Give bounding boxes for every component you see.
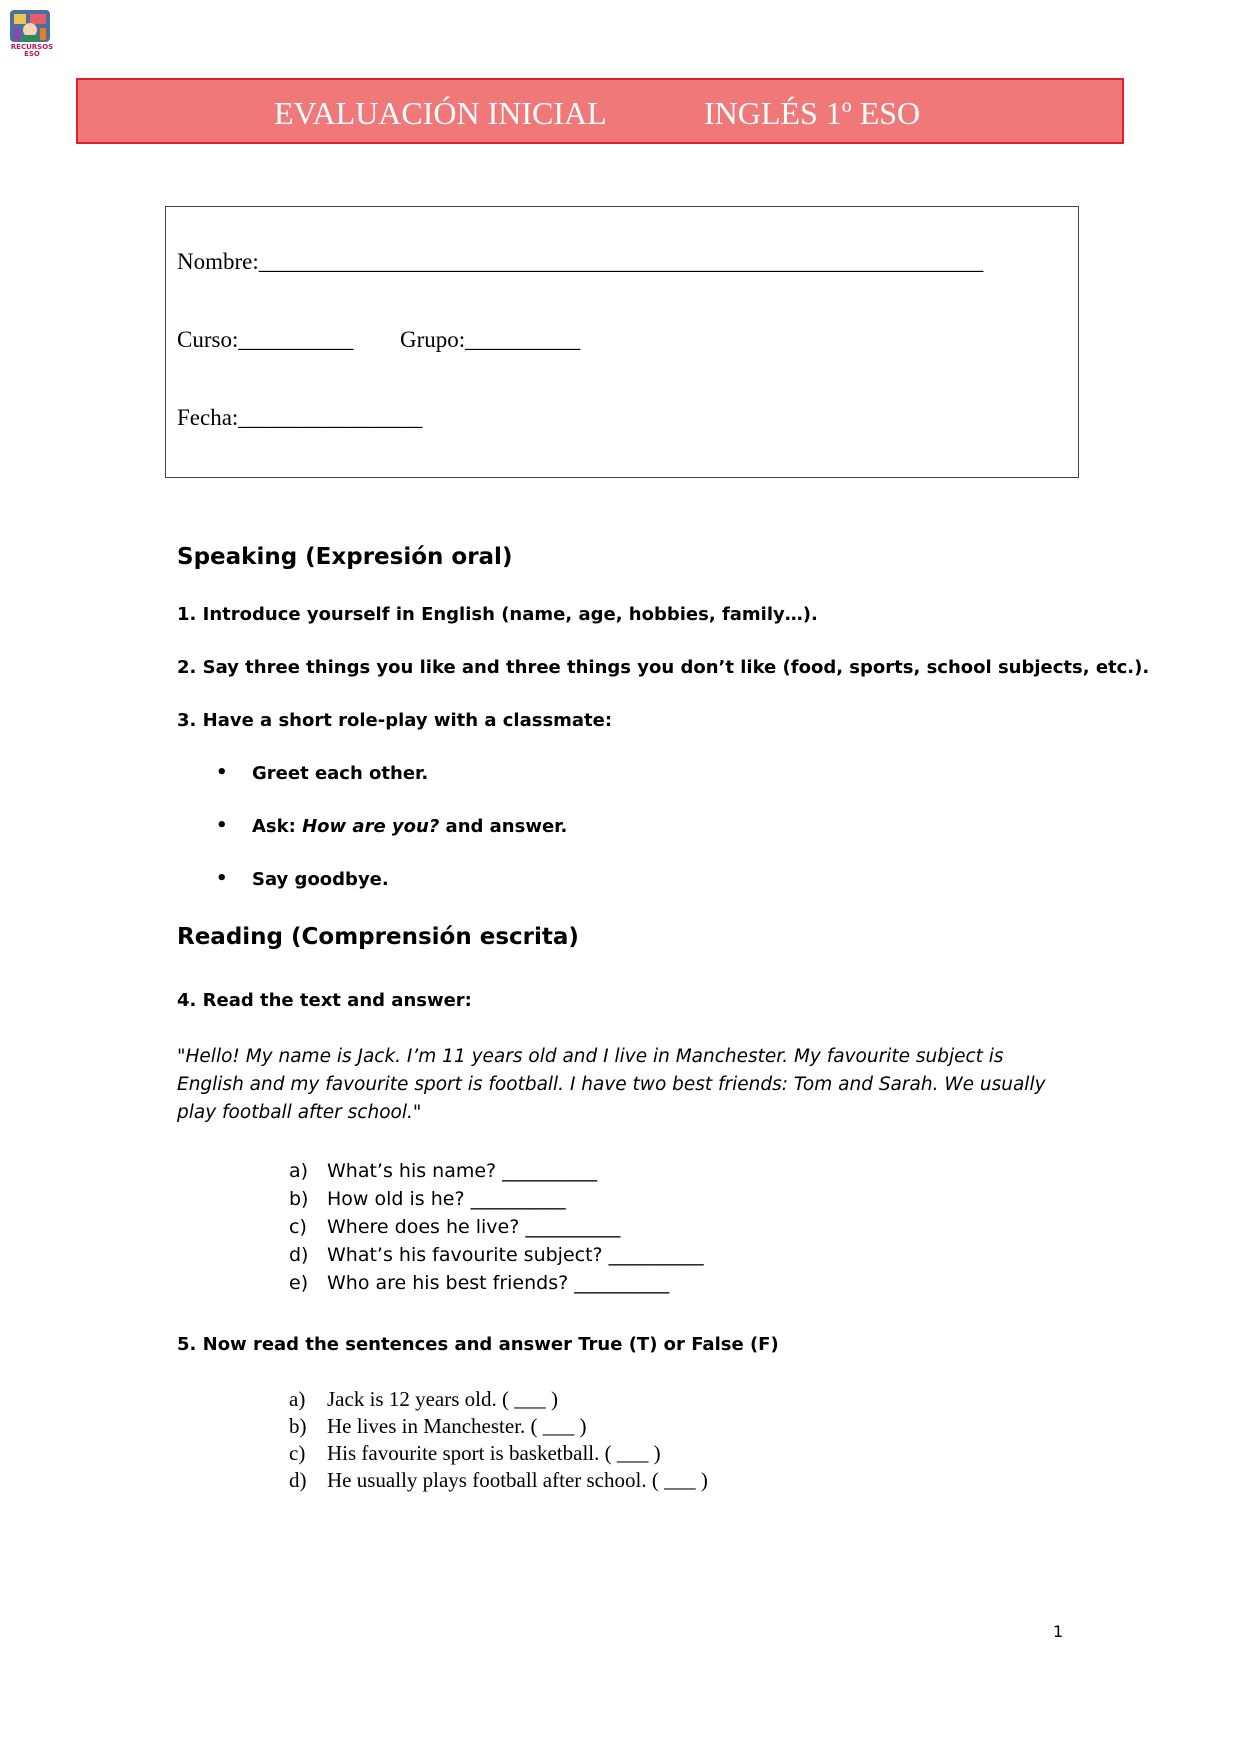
question-item: How old is he? __________: [327, 1188, 566, 1210]
question-3: 3. Have a short role-play with a classmate:: [177, 710, 613, 731]
roleplay-item-greet: Greet each other.: [252, 763, 429, 784]
tf-item: His favourite sport is basketball. ( ___ ): [327, 1441, 661, 1465]
page-number: 1: [1053, 1622, 1064, 1641]
tf-label: c): [289, 1441, 306, 1465]
question-1: 1. Introduce yourself in English (name, age, hobbies, family…).: [177, 604, 818, 625]
ask-italic: How are you?: [302, 816, 440, 837]
ask-prefix: Ask:: [252, 816, 303, 837]
question-5: 5. Now read the sentences and answer True (T) or False (F): [177, 1334, 779, 1355]
question-2: 2. Say three things you like and three things you don’t like (food, sports, school subjects, etc.).: [177, 657, 1150, 678]
reading-heading: Reading (Comprensión escrita): [177, 924, 579, 950]
question-label: c): [289, 1216, 307, 1238]
passage-line: "Hello! My name is Jack. I’m 11 years old and I live in Manchester. My favourite subject is: [177, 1046, 1004, 1067]
question-item: Who are his best friends? __________: [327, 1272, 670, 1294]
bullet-icon: •: [216, 815, 228, 836]
grupo-field[interactable]: Grupo:__________: [400, 327, 581, 352]
ask-suffix: and answer.: [439, 816, 568, 837]
logo-icon: [8, 4, 52, 46]
recursos-eso-logo: [8, 4, 52, 60]
question-item: What’s his favourite subject? __________: [327, 1244, 704, 1266]
nombre-field[interactable]: Nombre:_______________________________________________________________: [177, 249, 984, 274]
question-label: b): [289, 1188, 309, 1210]
bullet-icon: •: [216, 868, 228, 889]
question-4: 4. Read the text and answer:: [177, 990, 472, 1011]
tf-item: He usually plays football after school. ( ___ ): [327, 1468, 708, 1492]
title-evaluacion: EVALUACIÓN INICIAL: [274, 95, 607, 131]
passage-line: play football after school.": [177, 1102, 422, 1123]
tf-item: He lives in Manchester. ( ___ ): [327, 1414, 587, 1438]
speaking-heading: Speaking (Expresión oral): [177, 544, 513, 570]
question-label: d): [289, 1244, 309, 1266]
reading-passage: [177, 1043, 1077, 1127]
tf-label: a): [289, 1387, 306, 1411]
bullet-icon: •: [216, 762, 228, 783]
roleplay-item-ask: [252, 816, 567, 837]
student-info-box: [165, 206, 1079, 478]
question-item: What’s his name? __________: [327, 1160, 598, 1182]
title-banner: [76, 78, 1124, 144]
fecha-field[interactable]: Fecha:________________: [177, 405, 423, 430]
curso-field[interactable]: Curso:__________: [177, 327, 354, 352]
tf-item: Jack is 12 years old. ( ___ ): [327, 1387, 558, 1411]
question-label: e): [289, 1272, 309, 1294]
logo-text: RECURSOS ESO: [10, 43, 54, 58]
question-label: a): [289, 1160, 309, 1182]
tf-label: b): [289, 1414, 307, 1438]
tf-label: d): [289, 1468, 307, 1492]
question-item: Where does he live? __________: [327, 1216, 621, 1238]
passage-line: English and my favourite sport is football. I have two best friends: Tom and Sarah. We usually: [177, 1074, 1046, 1095]
roleplay-item-goodbye: Say goodbye.: [252, 869, 389, 890]
title-subject: INGLÉS 1º ESO: [704, 95, 921, 131]
